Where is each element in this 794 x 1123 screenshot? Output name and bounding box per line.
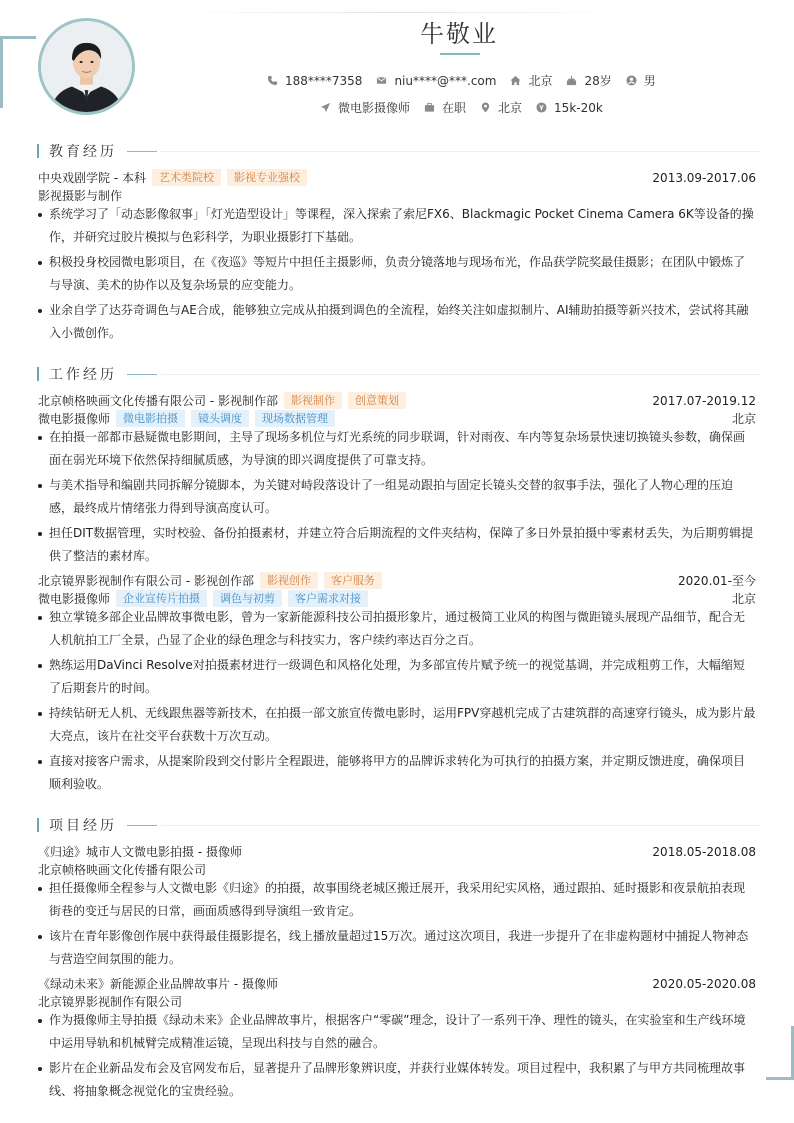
basic-info-row (267, 72, 656, 89)
project-name: 《归途》城市人文微电影拍摄 - 摄像师 (38, 845, 242, 859)
name-underline (440, 53, 480, 55)
school-tag: 影视专业强校 (227, 169, 307, 186)
target-job-item (320, 99, 410, 116)
job-city: 北京 (731, 592, 756, 606)
phone-item (267, 74, 362, 88)
currency-icon (536, 102, 547, 113)
project-company-row (38, 861, 756, 878)
name-text: 牛敬业 (420, 20, 498, 48)
user-icon (626, 75, 637, 86)
section-bar (37, 367, 39, 381)
role-tag: 企业宣传片拍摄 (116, 590, 207, 607)
target-city-text: 北京 (498, 101, 523, 115)
section-dash (127, 825, 157, 826)
location-pin-icon (480, 102, 491, 113)
bullet-item: 系统学习了「动态影像叙事」「灯光造型设计」等课程，深入探索了索尼FX6、Blackmagic Pocket Cinema Camera 6K等设备的操作，并研究过胶片模拟与色彩科学，为职业摄影打下基础。 (38, 203, 756, 249)
bullet-item: 在拍摄一部都市悬疑微电影期间，主导了现场多机位与灯光系统的同步联调，针对雨夜、车内等复杂场景快速切换镜头参数，确保画面在弱光环境下依然保持细腻质感，为导演的即兴调度提供了可靠支持。 (38, 426, 756, 472)
section-bar (37, 818, 39, 832)
corner-decoration-top (0, 36, 36, 39)
job-header-row (38, 572, 756, 589)
job-role: 微电影摄像师 (38, 592, 111, 606)
section-title-education (37, 141, 761, 161)
section-dash (127, 374, 157, 375)
header-divider (180, 12, 620, 13)
job-city: 北京 (731, 412, 756, 426)
job-intention-row (320, 99, 603, 116)
major-name: 影视摄影与制作 (38, 189, 123, 203)
school-tag: 艺术类院校 (152, 169, 221, 186)
cake-icon (566, 75, 577, 86)
job-role-row (38, 590, 756, 607)
project-company: 北京镜界影视制作有限公司 (38, 995, 183, 1009)
education-bullets (38, 203, 756, 347)
role-tag: 调色与初剪 (213, 590, 282, 607)
section-line (161, 825, 761, 826)
section-title-work (37, 364, 761, 384)
bullet-item: 与美术指导和编剧共同拆解分镜脚本，为关键对峙段落设计了一组晃动跟拍与固定长镜头交替的叙事手法，强化了人物心理的压迫感，最终成片情绪张力得到导演高度认可。 (38, 474, 756, 520)
city-text: 北京 (528, 74, 553, 88)
job-role-row (38, 410, 756, 427)
status-text: 在职 (442, 101, 467, 115)
role-tag: 镜头调度 (191, 410, 249, 427)
avatar (38, 18, 135, 115)
project-company: 北京帧格映画文化传播有限公司 (38, 863, 207, 877)
section-bar (37, 144, 39, 158)
section-line (161, 151, 761, 152)
status-item (424, 99, 466, 116)
section-title-text: 工作经历 (49, 367, 117, 383)
salary-text: 15k-20k (554, 100, 603, 115)
job-bullets (38, 426, 756, 570)
corner-decoration-bottom (766, 1077, 794, 1080)
project-header-row (38, 843, 756, 860)
company-tag: 客户服务 (324, 572, 382, 589)
education-date: 2013.09-2017.06 (652, 170, 756, 185)
city-item (510, 72, 552, 89)
bullet-item: 积极投身校园微电影项目，在《夜巡》等短片中担任主摄影师，负责分镜落地与现场布光，作品获学院奖最佳摄影；在团队中锻炼了与导演、美术的协作以及复杂场景的应变能力。 (38, 251, 756, 297)
bullet-item: 熟练运用DaVinci Resolve对拍摄素材进行一级调色和风格化处理，为多部宣传片赋予统一的视觉基调，并完成粗剪工作，大幅缩短了后期套片的时间。 (38, 654, 756, 700)
target-job-text: 微电影摄像师 (338, 101, 411, 115)
bullet-item: 持续钻研无人机、无线跟焦器等新技术，在拍摄一部文旅宣传微电影时，运用FPV穿越机完成了古建筑群的高速穿行镜头，成为影片最大亮点，该片在社交平台获数十万次互动。 (38, 702, 756, 748)
target-city-item (480, 99, 522, 116)
company-name: 北京帧格映画文化传播有限公司 - 影视制作部 (38, 394, 278, 408)
job-date: 2020.01-至今 (678, 574, 756, 588)
age-item (566, 72, 611, 89)
project-company-row (38, 993, 756, 1010)
portrait-image (41, 21, 132, 112)
phone-icon (267, 75, 278, 86)
bullet-item: 担任DIT数据管理，实时校验、备份拍摄素材，并建立符合后期流程的文件夹结构，保障了多日外景拍摄中零素材丢失，为后期剪辑提供了整洁的素材库。 (38, 522, 756, 568)
school-name: 中央戏剧学院 - 本科 (38, 171, 146, 185)
section-dash (127, 151, 157, 152)
project-bullets (38, 1009, 756, 1105)
company-tag: 影视创作 (260, 572, 318, 589)
gender-item (626, 72, 656, 89)
gender-text: 男 (643, 74, 656, 88)
education-header-row (38, 169, 756, 186)
bullet-item: 该片在青年影像创作展中获得最佳摄影提名，线上播放量超过15万次。通过这次项目，我进一步提升了在非虚构题材中捕捉人物神态与营造空间氛围的能力。 (38, 925, 756, 971)
education-major-row (38, 187, 756, 204)
job-bullets (38, 606, 756, 798)
section-title-projects (37, 815, 761, 835)
phone-text: 188****7358 (285, 73, 363, 88)
send-icon (320, 102, 331, 113)
bullet-item: 作为摄像师主导拍摄《绿动未来》企业品牌故事片，根据客户“零碳”理念，设计了一系列干净、理性的镜头，在实验室和生产线环境中运用导轨和机械臂完成精准运镜，呈现出科技与自然的融合。 (38, 1009, 756, 1055)
bullet-item: 影片在企业新品发布会及官网发布后，显著提升了品牌形象辨识度，并获行业媒体转发。项目过程中，我积累了与甲方共同梳理故事线、将抽象概念视觉化的宝贵经验。 (38, 1057, 756, 1103)
company-tag: 创意策划 (348, 392, 406, 409)
email-text: niu****@***.com (394, 73, 497, 88)
home-icon (510, 75, 521, 86)
bullet-item: 担任摄像师全程参与人文微电影《归途》的拍摄，故事围绕老城区搬迁展开，我采用纪实风格，通过跟拍、延时摄影和夜景航拍表现街巷的变迁与居民的日常，画面质感得到导演组一致肯定。 (38, 877, 756, 923)
job-date: 2017.07-2019.12 (652, 393, 756, 408)
section-title-text: 教育经历 (49, 144, 117, 160)
bullet-item: 独立掌镜多部企业品牌故事微电影，曾为一家新能源科技公司拍摄形象片，通过极简工业风的构图与微距镜头展现产品细节，配合无人机航拍工厂全景，凸显了企业的绿色理念与科技实力，客户续约率达百分之百。 (38, 606, 756, 652)
bullet-item: 业余自学了达芬奇调色与AE合成，能够独立完成从拍摄到调色的全流程，始终关注如虚拟制片、AI辅助拍摄等新兴技术，尝试将其融入小微创作。 (38, 299, 756, 345)
candidate-name (300, 14, 618, 49)
project-date: 2018.05-2018.08 (652, 844, 756, 859)
company-tag: 影视制作 (284, 392, 342, 409)
project-bullets (38, 877, 756, 973)
bullet-item: 直接对接客户需求，从提案阶段到交付影片全程跟进，能够将甲方的品牌诉求转化为可执行的拍摄方案，并定期反馈进度，确保项目顺利验收。 (38, 750, 756, 796)
age-text: 28岁 (584, 74, 612, 88)
mail-icon (376, 75, 387, 86)
role-tag: 微电影拍摄 (116, 410, 185, 427)
company-name: 北京镜界影视制作有限公司 - 影视创作部 (38, 574, 254, 588)
section-line (161, 374, 761, 375)
salary-item (536, 101, 603, 115)
role-tag: 客户需求对接 (288, 590, 368, 607)
email-item (376, 74, 496, 88)
job-header-row (38, 392, 756, 409)
briefcase-icon (424, 102, 435, 113)
role-tag: 现场数据管理 (255, 410, 335, 427)
project-date: 2020.05-2020.08 (652, 976, 756, 991)
project-name: 《绿动未来》新能源企业品牌故事片 - 摄像师 (38, 977, 278, 991)
job-role: 微电影摄像师 (38, 412, 111, 426)
section-title-text: 项目经历 (49, 818, 117, 834)
project-header-row (38, 975, 756, 992)
corner-decoration-left (0, 36, 3, 108)
